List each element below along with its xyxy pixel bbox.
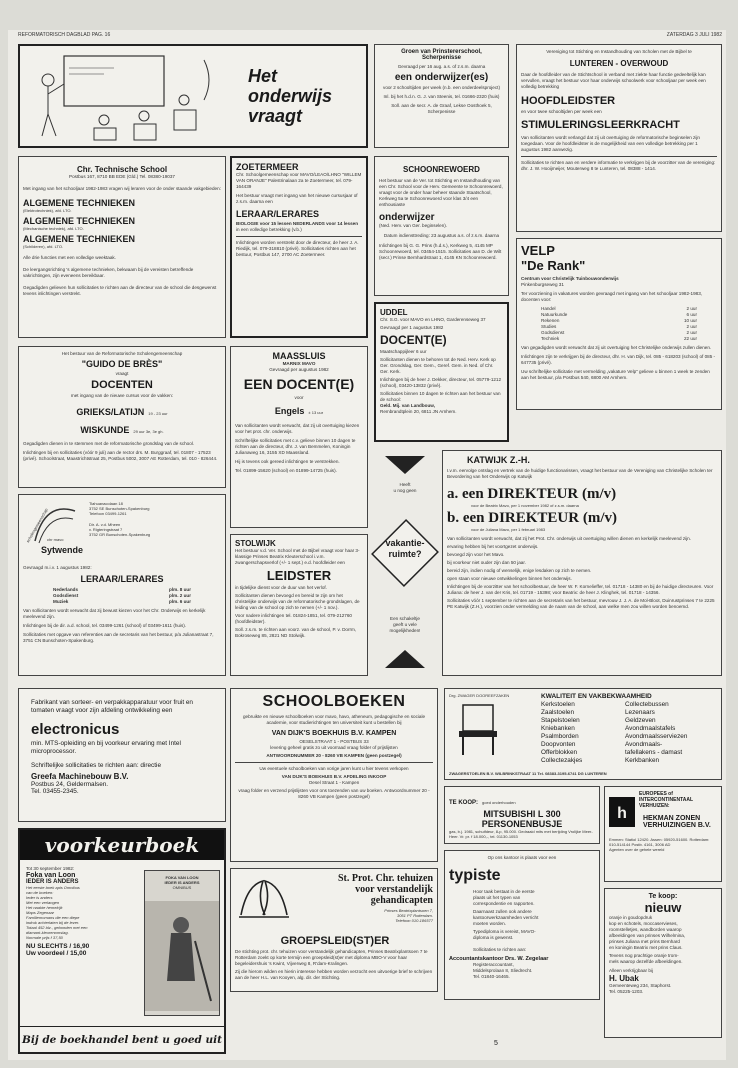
guido-title: "GUIDO DE BRÈS" bbox=[81, 359, 163, 369]
katwijk-p7: Inlichtingen bij de voorzitter van het schoolbestuur, de heer W. F. Kornelieffer, tel. 01718 - 14380 en bij de huidige directeuren. Voor Juliana: de heer J. van der Kris, tel. 01719 - 15398; voor Beatrix: de heer J. Klinghek, tel. 01718 - 14356. bbox=[447, 584, 714, 595]
subject-cell: Muziek bbox=[53, 599, 69, 604]
maassluis-sub: MARNIX MAVO bbox=[282, 361, 316, 366]
tekoop2-l7: Tevens nog prachtige oranje trom- bbox=[609, 953, 679, 958]
list-item: Ieder is anders bbox=[26, 895, 53, 900]
stolwijk-p2: in tijdelijke dienst voor de duur van het verlof. bbox=[235, 585, 327, 590]
schoolboeken-addr: OESELSTRAAT 1 - POSTBUS 33 bbox=[299, 739, 369, 744]
typiste-l8: diploma is gewenst. bbox=[473, 935, 514, 940]
schoonreword-title: SCHOONREWOERD bbox=[403, 165, 480, 174]
electronicus-ad bbox=[18, 688, 226, 822]
sytwende-ad bbox=[18, 494, 226, 676]
voorkeur-banner: voorkeurboek bbox=[20, 830, 224, 860]
uddel-p3: Inlichtingen bij de heer J. Dekker, directeur, tel. 05779-1212 (school), 03420-13832 (privé). bbox=[380, 377, 502, 388]
typiste-a1: Registeraccountant, bbox=[473, 962, 514, 967]
tekoop2-name: H. Ubak bbox=[609, 974, 639, 983]
electronicus-title: electronicus bbox=[31, 721, 120, 738]
book-cover-illustration bbox=[145, 901, 219, 1011]
electronicus-p2: min. MTS-opleiding en bij voorkeur ervaring met Intel microprocessor. bbox=[31, 740, 181, 755]
zwager-ad bbox=[444, 688, 722, 780]
maassluis-title: MAASSLUIS bbox=[272, 351, 326, 361]
zoetermeer-cond: in een volledige betrekking (v.b.) bbox=[236, 227, 302, 232]
uddel-p5: Geld. Mij. van Landbouw, bbox=[380, 403, 435, 408]
zoetermeer-body: Chr. Schoolgemeenschap voor MAVO/LEAO/LHNO "WILLEM VAN ORANJE" Palestrinalaan 2a te Zoetermeer, tel. 079-164439 bbox=[236, 172, 362, 189]
typiste-l7: Typediploma is vereist, MAVO- bbox=[473, 929, 536, 934]
schoonreword-p: Het bestuur van de Ver. tot Stichting en Instandhouding van een Chr. School voor de Herv. Gemeente te Schoonrewoerd, vraagt voor de onder haar beheer staande Staatschool, Kerkweg 5a te Schoonrewoerd voor klas 3/4 een enthousiaste bbox=[379, 178, 503, 207]
list-item: Zaalstoelen bbox=[541, 709, 575, 716]
typiste-name: Accountantskantoor Drs. W. Zegelaar bbox=[449, 956, 549, 962]
guido-p3: met ingang van de nieuwe cursus voor de vakken: bbox=[70, 393, 174, 398]
maassluis-p4: Hij is tevens ook gereed inlichtingen te verstrekken. bbox=[235, 459, 340, 464]
tehuizen-addr2: 3051 PT Rotterdam. bbox=[396, 913, 433, 918]
zwager-col1 bbox=[541, 701, 582, 765]
chr-sub2s: (Mechanische techniek), afd. LTO. bbox=[23, 226, 84, 231]
list-item: Normale prijs f 37,50 bbox=[26, 935, 63, 940]
chr-title: Chr. Technische School bbox=[76, 165, 168, 174]
sytwende-addr6: 3752 GR Bunschoten-Spakenburg bbox=[89, 532, 151, 537]
uddel-p: Gevraagd per 1 augustus 1982 bbox=[380, 325, 444, 330]
list-item: Avondmaalstafels bbox=[625, 725, 676, 732]
uddel-p6: Rembrandtplein 20, 6811 JN Arnhem. bbox=[380, 409, 457, 414]
list-item: tafellakens - damast bbox=[625, 749, 683, 756]
vakantie-title2: ruimte? bbox=[388, 549, 422, 559]
chr-address: Postbus 167, 8710 BB EDE (Gld.) Tel. 08380-19037 bbox=[69, 174, 175, 179]
groen-p: Gevraagd per 16 aug. a.s. of z.s.m. daarna bbox=[397, 64, 486, 69]
list-item: Collectezakjes bbox=[541, 757, 583, 764]
europees-p2: Agenten over de gehele wereld bbox=[609, 847, 665, 852]
sytwende-addr5: v. Rigteringstraat 7 bbox=[89, 527, 123, 532]
katwijk-asub: voor de Beatrix Mavo, per 1 november 1982 of z.s.m. daarna bbox=[471, 503, 579, 508]
hours-cell: 2 uur bbox=[686, 306, 697, 311]
velp-p: Ter voorziening in vakatures worden gevraagd met ingang van het schooljaar 1982-1983, docenten voor: bbox=[521, 291, 703, 302]
tekoop1-ad bbox=[444, 786, 600, 844]
vakantie-c2: geeft u vele bbox=[393, 622, 417, 627]
velp-p3: Inlichtingen zijn te verkrijgen bij de directeur, dhr. H. van Dijk, tel. 085 - 618203 (school) of 085 - 647735 (privé). bbox=[521, 354, 716, 365]
sytwende-p2: Van sollicitanten wordt verwacht dat zij bewust kiezen voor het Chr. Onderwijs en kerkelijk meelevend zijn. bbox=[23, 608, 206, 619]
sytwende-logo-top: scholengemeenschap bbox=[25, 507, 49, 544]
schoolboeken-p5: Oesel Straat 1 - Kampen bbox=[308, 780, 360, 785]
velp-title2: "De Rank" bbox=[521, 258, 586, 273]
tekoop2-l9: Alleen verkrijgbaar bij bbox=[609, 968, 653, 973]
typiste-l6: moeten worden. bbox=[473, 921, 506, 926]
europees-t1: EUROPEES of INTERCONTINENTAAL bbox=[639, 791, 694, 803]
typiste-l5: kantoorwerkzaamheden verricht bbox=[473, 915, 539, 920]
list-item: Het eerste boek apis Omnibus bbox=[26, 885, 80, 890]
tekoop2-l2: kop en schotels, moccaservieses, bbox=[609, 921, 678, 926]
typiste-p: Op ons kantoor is plaats voor een bbox=[487, 855, 557, 860]
katwijk-p8: Sollicitaties vóór 1 september te richten aan de secretaris van het bestuur, mevrouw J. J. A. de Mol-Bloot, Duinrustprinses 7 te 2225 PE Katwijk (Z.H.), voorzien onder vermelding van de naam van de school, aan welke men zou willen worden benoemd. bbox=[447, 598, 715, 609]
subject-cell: Natuurkunde bbox=[541, 312, 568, 317]
groen-p4: Soll. aan de secr. A. de Graaf, Lekse Oosthoek 5, Scherpenisse bbox=[391, 103, 492, 114]
katwijk-p6: open staan voor nieuwe ontwikkelingen binnen het onderwijs. bbox=[447, 576, 572, 581]
velp-p2: Van gegadigden wordt verwacht dat zij uit overtuiging het Christelijke onderwijs zullen dienen. bbox=[521, 345, 712, 350]
subject-cell: Godsdienst bbox=[541, 330, 565, 335]
vakantie-c3: mogelijkheden! bbox=[389, 628, 421, 633]
schoonreword-p3: Inlichtingen bij G. G. Prins (h.d.s.), Kerkweg 5, 4145 MP Schoonrewoerd, tel. 03454-1515. Sollicitaties aan D. de Wilt (secr.) Prinse Bernhardstraat 1, 4145 KN Schoonrewoerd. bbox=[379, 243, 502, 260]
katwijk-p2: ervaring hebben bij het voortgezet onderwijs. bbox=[447, 544, 539, 549]
chr-sub3s: (Schilderen), afd. LTO. bbox=[23, 244, 64, 249]
velp-sub: Centrum voor Christelijk Tuinbouwonderwijs bbox=[521, 276, 619, 281]
book-cover-sub: OMNIBUS bbox=[172, 885, 192, 890]
chr-ad bbox=[18, 156, 226, 338]
zwager-title: KWALITEIT EN VAKBEKWAAMHEID bbox=[541, 693, 652, 700]
typiste-l9: Sollicitaties te richten aan: bbox=[473, 947, 527, 952]
tehuizen-title3: gehandicapten bbox=[370, 895, 433, 906]
hours-cell: plm. 2 uur bbox=[169, 593, 191, 598]
chr-p2: De leergangsrichting 's algemene technieken, bekwaam bij de vereisten betreffende vakrichtingen, zijn eveneens bereikbaar. bbox=[23, 267, 194, 278]
tekoop2-l5: prinses Juliana met prins Bernhard bbox=[609, 939, 680, 944]
hands-logo-icon bbox=[237, 875, 291, 921]
schoolboeken-shop: VAN DIJK'S BOEKHUIS B.V. KAMPEN bbox=[271, 730, 397, 737]
stolwijk-ad bbox=[230, 534, 368, 676]
sytwende-p4: Sollicitaties met opgave van referenties aan de secretaris van het bestuur, p/a Julianastraat 7, 3751 CN Bunschoten-Spakenburg. bbox=[23, 632, 214, 643]
sytwende-addr2: 3752 SE Bunschoten-Spakenburg bbox=[89, 506, 150, 511]
lunteren-title: LUNTEREN - OVERWOUD bbox=[569, 59, 669, 68]
arrow-up-icon bbox=[385, 650, 425, 668]
hours-cell: 6 uur bbox=[686, 312, 697, 317]
typiste-l2: plaats uit het typen van bbox=[473, 895, 521, 900]
uddel-p4: Sollicitaties binnen 10 dagen te richten aan het bestuur van de school: bbox=[380, 391, 501, 402]
voorkeur-price2: Uw voordeel / 15,00 bbox=[26, 950, 87, 957]
lunteren-role2: STIMULERINGSLEERKRACHT bbox=[521, 119, 680, 131]
sytwende-logo-sub: chr mavo bbox=[47, 537, 64, 542]
guido-s2: WISKUNDE bbox=[80, 425, 130, 435]
europees-name2: VERHUIZINGEN B.V. bbox=[643, 822, 711, 829]
list-item: Maps Zegenaar bbox=[26, 910, 55, 915]
zwager-bottom: ZWAGERSTOELEN B.V. WILBRINKSTRAAT 11 Tel. 08383-3195-6741 DG LUNTEREN bbox=[449, 771, 607, 776]
voorkeur-description bbox=[26, 885, 138, 940]
groen-ad bbox=[374, 44, 509, 148]
schoolboeken-ad bbox=[230, 688, 438, 862]
guido-ad bbox=[18, 346, 226, 488]
stolwijk-p5: Soll. z.s.m. te richten aan voorz. van de school, P. v. Dorrm, Bokroseweg 85, 2821 ND Stolwijk. bbox=[235, 627, 357, 638]
voorkeur-price1: NU SLECHTS / 16,90 bbox=[26, 943, 90, 950]
list-item: Psalmborden bbox=[541, 733, 579, 740]
hours-cell: 2 uur bbox=[686, 330, 697, 335]
tekoop1-title2: PERSONENBUSJE bbox=[481, 819, 563, 829]
chr-sub1: ALGEMENE TECHNIEKEN bbox=[23, 198, 136, 208]
uddel-title: UDDEL bbox=[380, 308, 408, 317]
tehuizen-addr1: Prinses Beatrixplantsoen 7, bbox=[384, 908, 433, 913]
church-chair-icon bbox=[451, 701, 511, 757]
voorkeur-date: Tot 30 september 1982: bbox=[26, 866, 75, 871]
chr-sub1s: (Elektrotechniek), afd. LTO. bbox=[23, 208, 72, 213]
guido-p1: Het bestuur van de Reformatorische Scholengemeenschap bbox=[61, 351, 183, 356]
maassluis-p3: Schriftelijke sollicitaties met c.v. gelieve binnen 10 dagen te richten aan de directeur, dhr. J. van Bemmelen, Koningin Julianaweg 16, 3155 XD Maassland. bbox=[235, 438, 356, 455]
tekoop2-l3: roomstelletjes, wandborden waarop bbox=[609, 927, 682, 932]
sytwende-p3: Inlichtingen bij de dir. a.d. school, tel. 03499-1261 (school) of 03499-1611 (huis). bbox=[23, 623, 187, 628]
list-item: diamant-kleurenomslag. bbox=[26, 930, 69, 935]
list-item: Avondmaals- bbox=[625, 741, 663, 748]
tekoop2-addr: Gemeenteweg 234, Staphorst. bbox=[609, 983, 672, 988]
hekman-logo-icon bbox=[609, 797, 635, 827]
table-row bbox=[53, 599, 191, 605]
zoetermeer-title: ZOETERMEER bbox=[236, 162, 299, 172]
electronicus-p3: Schriftelijke sollicitaties te richten aan: directie bbox=[31, 762, 162, 769]
lunteren-p1: Vereniging tot Stichting en Instandhouding van Scholen met de Bijbel te bbox=[546, 49, 692, 54]
groen-sub: Scherpenisse bbox=[421, 55, 462, 61]
guido-p2: vraagt bbox=[115, 371, 129, 376]
schoolboeken-p6: vraag folder en verzend prijslijsten voor ons toezenden van uw boeken. Antwoordnummer 20 - 8260 VB Kampen (geen postzegel) bbox=[238, 788, 430, 799]
tehuizen-ad bbox=[230, 868, 438, 992]
tekoop2-ad bbox=[604, 888, 722, 1038]
schoolboeken-p3: Uw eventuele schoolboeken van vorige jaren kunt u hier tevens verkopen bbox=[259, 766, 409, 771]
katwijk-title: KATWIJK Z.-H. bbox=[467, 455, 530, 465]
katwijk-ad bbox=[442, 450, 722, 676]
katwijk-bsub: voor de Juliana Mavo, per 1 februari 1983 bbox=[471, 527, 546, 532]
zoetermeer-subj: BIOLOGIE voor 15 lessen NEDERLANDS voor 14 lessen bbox=[236, 221, 359, 226]
electronicus-p1: Fabrikant van sorteer- en verpakkapparatuur voor fruit en tomaten vraagt voor zijn afdeling ontwikkeling een bbox=[31, 699, 193, 714]
groen-title: Groen van Prinstererschool, bbox=[401, 49, 482, 55]
subject-cell: Godsdienst bbox=[53, 593, 79, 598]
velp-title1: VELP bbox=[521, 243, 555, 258]
subject-cell: Handel bbox=[541, 306, 556, 311]
book-cover-author: FOKA VAN LOON bbox=[165, 875, 199, 880]
header-right: ZATERDAG 3 JULI 1982 bbox=[666, 32, 722, 38]
katwijk-p1: Van sollicitanten wordt verwacht, dat zij het Prot. Chr. onderwijs uit overtuiging willen dienen en kerkelijk meelevend zijn. bbox=[447, 536, 692, 541]
velp-subject-table bbox=[541, 306, 697, 342]
maassluis-ad bbox=[230, 346, 368, 528]
lunteren-p3: en voor twee schooltijden per week een bbox=[521, 109, 602, 114]
subject-cell: Nederlands bbox=[53, 587, 79, 592]
schoonreword-rolesub: (Ned. Herv. van Ger. beginselen). bbox=[379, 223, 448, 228]
vakantie-block bbox=[374, 450, 436, 676]
schoolboeken-p: gebruikte en nieuwe schoolboeken voor mavo, havo, atheneum, pedagogische en sociale academie, voor studierichtingen ten universiteit kunt u bestellen bij bbox=[242, 714, 426, 725]
electronicus-tel: Tel. 03455-2345. bbox=[31, 788, 79, 795]
stolwijk-title: STOLWIJK bbox=[235, 539, 276, 548]
list-item: Kniebanken bbox=[541, 725, 575, 732]
maassluis-p: Gevraagd per augustus 1982 bbox=[269, 367, 329, 372]
guido-s1: GRIEKS/LATIJN bbox=[76, 407, 145, 417]
katwijk-p3: bevoegd zijn voor het Mavo. bbox=[447, 552, 505, 557]
europees-ad bbox=[604, 786, 722, 882]
typiste-ad bbox=[444, 850, 600, 1000]
chr-sub3: ALGEMENE TECHNIEKEN bbox=[23, 234, 136, 244]
vakantie-heeft: Heeft bbox=[399, 482, 411, 487]
schoolboeken-p4: VAN DIJK'S BOEKHUIS B.V. AFDELING INKOOP bbox=[281, 774, 387, 779]
katwijk-b: b. bbox=[447, 510, 460, 526]
katwijk-a: a. bbox=[447, 486, 459, 502]
list-item: indruk achterlaten bij de lezer. bbox=[26, 920, 80, 925]
tekoop1-p: gas, b.j. 1981, schuifdeur, 8-p, 95.000. Gedraaid mits met berijding Vrolijke Meer-Heer. Vr. pr. f 18.000,-, tel. 01130-1053 bbox=[449, 829, 593, 839]
katwijk-p: I.v.m. eervolge ontslag en vertrek van de huidige functionarissen, vraagt het bestuur van de Vereniging van Christelijke Scholen ter Bevordering van het Onderwijs op Katwijk bbox=[447, 468, 713, 479]
vakantie-title1: vakantie- bbox=[385, 538, 425, 548]
tekoop2-l8: mels waarop dezelfde afbeeldingen. bbox=[609, 959, 683, 964]
voorkeur-slogan: Bij de boekhandel bent u goed uit bbox=[20, 1026, 224, 1052]
guido-s2h: 29 uur 3e, 3e gh. bbox=[133, 429, 164, 434]
velp-addr: Pinkenburgseweg 31 bbox=[521, 282, 564, 287]
voorkeur-author: Foka van Loon bbox=[26, 872, 76, 879]
tekoop2-l6: en koningin Beatrix met prins Claus. bbox=[609, 945, 683, 950]
chr-sub2: ALGEMENE TECHNIEKEN bbox=[23, 216, 136, 226]
tekoop1-head: TE KOOP: bbox=[449, 800, 479, 806]
sytwende-addr1: Tiahuanacolaan 18 bbox=[89, 501, 123, 506]
typiste-role: typiste bbox=[449, 867, 501, 884]
maassluis-voor: voor bbox=[294, 395, 304, 400]
uddel-role: DOCENT(E) bbox=[380, 333, 447, 347]
chr-p1: Alle drie functies met een volledige weektaak. bbox=[23, 255, 116, 260]
onderwijs-banner bbox=[18, 44, 368, 148]
sytwende-subject-table bbox=[53, 587, 191, 605]
list-item: Offerblokken bbox=[541, 749, 578, 756]
guido-s1h: 19 - 23 uur bbox=[148, 411, 168, 416]
tehuizen-p2: Zij die hierom wilden en hierin interesse hebben worden verzocht een uitvoerige brief te schrijven aan de heer H.L. van Kooyen, alg. dir. der Stichting. bbox=[235, 969, 433, 980]
book-cover-title: IEDER IS ANDERS bbox=[164, 880, 200, 885]
lunteren-p2: Daar de hoofdleider van de Stichtschool in verband met ziekte haar functie gedeeltelijk kan vervullen, vraagt het bestuur voor haar onderwijs schoolwerk voor schooljaar per week een volledig betrekking bbox=[521, 72, 706, 89]
maassluis-p2: Van sollicitanten wordt verwacht, dat zij uit overtuiging kiezen voor het prot. chr. onderwijs. bbox=[235, 423, 360, 434]
hours-cell: plm. 6 uur bbox=[169, 599, 191, 604]
hours-cell: 2 uur bbox=[686, 324, 697, 329]
tekoop2-l4: afbeeldingen van prinses Wilhelmina, bbox=[609, 933, 686, 938]
schoonreword-role: onderwijzer bbox=[379, 212, 435, 223]
schoonreword-ad bbox=[374, 156, 509, 296]
zoetermeer-p: Het bestuur vraagt met ingang van het nieuwe cursusjaar of z.s.m. daarna een bbox=[236, 193, 358, 204]
list-item: Familiemomans die een diepe bbox=[26, 915, 80, 920]
classroom-illustration bbox=[24, 50, 224, 144]
tekoop1-title: MITSUBISHI L 300 bbox=[483, 809, 561, 819]
chr-intro: Met ingang van het schooljaar 1982-1983 vragen wij leraren voor de onder staande vakgebieden: bbox=[23, 186, 221, 191]
maassluis-role: EEN DOCENT(E) bbox=[243, 376, 355, 392]
vakantie-c1: Een schakeltje bbox=[390, 616, 420, 621]
katwijk-dir-a: een DIREKTEUR (m/v) bbox=[462, 486, 617, 502]
tekoop2-head: Te koop: bbox=[648, 893, 678, 900]
zoetermeer-ad bbox=[230, 156, 368, 338]
uddel-ad bbox=[374, 302, 509, 442]
zoetermeer-role: LERAAR/LERARES bbox=[236, 209, 320, 219]
typiste-a3: Tel. 01840-16465. bbox=[473, 974, 510, 979]
lunteren-p5: Sollicitaties te richten aan en verdere informatie te verkrijgen bij de voorzitter van de vereniging: dhr. J. W. Hooijmeijer, Mouterweg 8 te Lunteren, tel. 08388 - 1414. bbox=[521, 160, 716, 171]
maassluis-p5: Tel. 01899-15620 (school) en 01899-14725 (huis). bbox=[235, 468, 337, 473]
tehuizen-role: GROEPSLEID(ST)ER bbox=[280, 935, 390, 947]
lunteren-p4: Van sollicitanten wordt verlangd dat zij uit overtuiging de reformatorische beginselen zijn toegedaan. Voor de hoofdleidster is de mogelijkheid van een volledige betrekking per 1 augustus 1982 aanwezig. bbox=[521, 135, 700, 152]
sytwende-addr3: Telefoon 03499-1261 bbox=[89, 511, 127, 516]
list-item: Met een verlangen bbox=[26, 900, 60, 905]
lunteren-ad bbox=[516, 44, 722, 232]
list-item: Totaal 452 blz., gebonden met een bbox=[26, 925, 88, 930]
list-item: Kerkstoelen bbox=[541, 701, 575, 708]
voorkeur-book: IEDER IS ANDERS bbox=[26, 879, 79, 885]
groen-p3: Inl. bij het h.d.n. G. J. van Steenis, tel. 01666-2320 (huis) bbox=[383, 94, 500, 99]
header-left: REFORMATORISCH DAGBLAD PAG. 16 bbox=[18, 32, 111, 38]
tekoop2-tel: Tel. 05225-1203. bbox=[609, 989, 644, 994]
zoetermeer-p2: Inlichtingen worden verstrekt door de directeur, de heer J. A. Riedijk, tel. 079-318810 (privé). Sollicitaties richten aan het bestuur, Postbus 147, 2700 AC Zoetermeer. bbox=[236, 240, 359, 257]
zwager-col2 bbox=[625, 701, 687, 765]
uddel-sub: Chr. S.G. voor MAVO en LHNO, Garderenseweg 37 bbox=[380, 317, 486, 322]
groen-role: een onderwijzer(es) bbox=[394, 72, 489, 83]
onderwijs-title-3: vraagt bbox=[248, 106, 303, 126]
europees-name1: HEKMAN ZONEN bbox=[643, 815, 701, 822]
subject-cell: Techniek bbox=[541, 336, 560, 341]
list-item: Het naakte hemelrijk bbox=[26, 905, 63, 910]
tekoop1-head2: goed onderhouden bbox=[482, 800, 516, 805]
zwager-top: Drg. ZWAGER DOOREEFZAKEN bbox=[449, 693, 510, 698]
katwijk-dir-b: een DIREKTEUR (m/v) bbox=[462, 510, 618, 526]
sytwende-p: Gevraagd m.i.v. 1 augustus 1982: bbox=[23, 565, 92, 570]
electronicus-addr: Postbus 24, Geldermalsen. bbox=[31, 781, 109, 788]
tehuizen-addr3: Telefoon 010-186577 bbox=[395, 918, 433, 923]
arrow-down-icon bbox=[385, 456, 425, 474]
lunteren-role1: HOOFDLEIDSTER bbox=[521, 95, 616, 107]
stolwijk-p4: Voor nadere inlichtingen tel. 01824-1851, tel. 079-212760 (hoofdleidster). bbox=[235, 613, 352, 624]
list-item: Collectebussen bbox=[625, 701, 669, 708]
guido-role: DOCENTEN bbox=[91, 379, 153, 391]
schoolboeken-ant: ANTWOORDNUMMER 20 - 8260 VB KAMPEN (geen postzegel) bbox=[266, 753, 402, 758]
katwijk-p5: bereid zijn, indien nodig of wenselijk, enige lesdaken op zich te nemen. bbox=[447, 568, 592, 573]
sytwende-addr4: Dir. A. v.d. Mheen bbox=[89, 522, 121, 527]
maassluis-subjh: ± 13 uur bbox=[308, 410, 324, 415]
list-item: Kerkbanken bbox=[625, 757, 660, 764]
katwijk-p4: bij voorkeur niet ouder zijn dan 50 jaar. bbox=[447, 560, 526, 565]
book-cover bbox=[144, 870, 220, 1016]
list-item: Stapelstoelen bbox=[541, 717, 580, 724]
tehuizen-title1: St. Prot. Chr. tehuizen bbox=[338, 873, 433, 884]
table-row bbox=[541, 336, 697, 342]
sytwende-logo-name: Sytwende bbox=[41, 545, 84, 555]
typiste-l4: Daarnaast zullen ook andere bbox=[473, 909, 532, 914]
velp-ad bbox=[516, 238, 722, 410]
subject-cell: Studies bbox=[541, 324, 557, 329]
tehuizen-p: De stichting prot. chr. tehuizen voor verstandelijk gehandicapten, Prinses Beatrixplantsoen 7 te Rotterdam zoekt op korte termijn een groepsleid(st)er met diploma MBO-V voor haar begeleidershuis 's Kwint, Vijverweg 8, R'dam-Kralingen. bbox=[235, 949, 428, 966]
tehuizen-title2: voor verstandelijk bbox=[355, 884, 433, 895]
europees-t2: VERHUIZEN: bbox=[639, 803, 670, 809]
voorkeur-ad bbox=[18, 828, 226, 1054]
guido-p5: Inlichtingen bij en sollicitaties (vóór 9 juli) aan de rector drs. M. Burggraaf, tel. 01807 - 17523 (privé). Schoolstraat, Maastrichtstraat 25, Postbus 5002, 3007 AE Rotterdam, tel. 010 - 826444. bbox=[23, 450, 218, 461]
svg-text:h: h bbox=[617, 805, 627, 822]
typiste-l1: Hoor taak bestaat in de eerste bbox=[473, 889, 535, 894]
hours-cell: plm. 8 uur bbox=[169, 587, 191, 592]
tekoop2-l1: oranje in goudopdruk bbox=[609, 915, 653, 920]
stolwijk-p3: Sollicitanten dienen bevoegd en bereid te zijn om het christelijke onderwijs van de reformatorische grondslagen, de leiding van de school op zich te nemen (+/- 1 nov.). bbox=[235, 593, 360, 610]
chr-p3: Gegadigden gelieven hun sollicitaties te richten aan de directeur van de school die desgewenst tevens inlichtingen verstrekt. bbox=[23, 285, 217, 296]
groen-p2: voor 2 schooltijden per week (n.b. een onderdeelsproject) bbox=[383, 85, 500, 90]
uddel-p2: Sollicitanten dienen te behoren tot de Ned. Herv. Kerk op Ger. Grondslag, Ger. Gem., Geref. Gem. in Ned. of Chr. Ger. Kerk. bbox=[380, 357, 496, 374]
hours-cell: 10 uur bbox=[683, 318, 697, 323]
sytwende-logo bbox=[25, 501, 85, 557]
onderwijs-title-1: Het bbox=[248, 66, 278, 86]
stolwijk-role: LEIDSTER bbox=[266, 568, 332, 583]
guido-p4: Gegadigden dienen in te stemmen met de reformatorische grondslag van de school. bbox=[23, 441, 195, 446]
electronicus-name: Greefa Machinebouw B.V. bbox=[31, 772, 129, 781]
typiste-l3: correspondentie en rapporten. bbox=[473, 901, 535, 906]
schoolboeken-title: SCHOOLBOEKEN bbox=[262, 693, 406, 710]
list-item: Avondmaalsserviezen bbox=[625, 733, 688, 740]
list-item: Doopvonten bbox=[541, 741, 576, 748]
maassluis-subj: Engels bbox=[274, 406, 305, 416]
tekoop2-title: nieuw bbox=[644, 900, 682, 915]
vakantie-heeft2: u nog geen bbox=[393, 488, 417, 493]
stolwijk-p: Het bestuur v.d. Ver. School met de Bijbel vraagt voor haar 3-klassige Prinses Beatrix Kleuterschool i.v.m. zwangerschapsverlof (+/- 1 sept.) e.d. hoofdleider een bbox=[235, 548, 360, 565]
list-item: van de boeken: bbox=[26, 890, 54, 895]
sytwende-role: LERAAR/LERARES bbox=[80, 574, 164, 584]
europees-p: Emmen: Statiol 12420. Assen: 05920-51600. Rotterdam: 010-514144 Postb. 4161, 3006 AD bbox=[609, 837, 710, 847]
hours-cell: 22 uur bbox=[683, 336, 697, 341]
schoolboeken-p2: levering geheel gratis zo uit voorraad vraag folder of prijslijsten bbox=[270, 745, 398, 750]
velp-p4: Uw schriftelijke sollicitatie met vermelding „vakature Velp" gelieve u binnen 1 week te zenden aan het bestuur, p/a Postbus 540, 6800 AM Arnhem. bbox=[521, 369, 710, 380]
page-number: 5 bbox=[494, 1040, 498, 1047]
uddel-subj: Maatschappijleer 6 uur bbox=[380, 349, 427, 354]
list-item: Geldzeven bbox=[625, 717, 656, 724]
typiste-a2: Middelsprolaan 8, Sliedrecht. bbox=[473, 968, 533, 973]
list-item: Lezenaars bbox=[625, 709, 655, 716]
schoonreword-p2: Datum indiensttreding: 23 augustus a.s. of z.s.m. daarna bbox=[383, 233, 500, 238]
onderwijs-title-2: onderwijs bbox=[248, 86, 333, 106]
subject-cell: Rekenen bbox=[541, 318, 560, 323]
